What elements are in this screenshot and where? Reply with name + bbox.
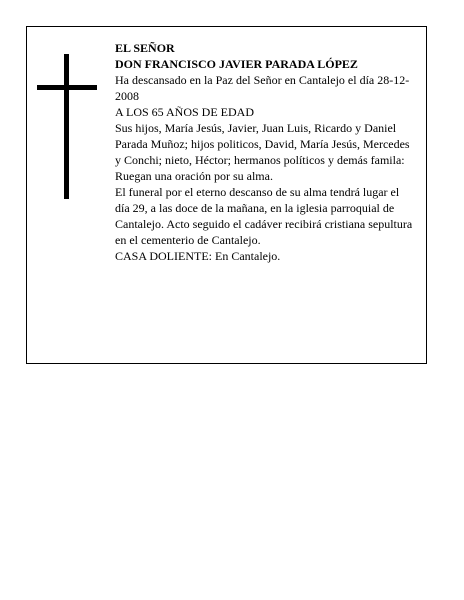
obituary-notice [26,26,427,364]
cross-icon [37,54,97,199]
prayer-request: Ruegan una oración por su alma. [115,169,273,183]
family-list: Sus hijos, María Jesús, Javier, Juan Luis, Ricardo y Daniel Parada Muñoz; hijos politicos, David, María Jesús, Mercedes y Conchi; nieto, Héctor; hermanos políticos y demás famila: [115,121,410,167]
cross-horizontal-bar [37,85,97,90]
death-statement: Ha descansado en la Paz del Señor en Cantalejo el día 28-12-2008 [115,73,410,103]
notice-text [115,40,413,264]
mourning-house: CASA DOLIENTE: En Cantalejo. [115,249,281,263]
age-line: A LOS 65 AÑOS DE EDAD [115,105,255,119]
funeral-details: El funeral por el eterno descanso de su alma tendrá lugar el día 29, a las doce de la mañana, en la iglesia parroquial de Cantalejo. Acto seguido el cadáver recibirá cristiana sepultura en el cementerio de Cantalejo. [115,185,413,247]
notice-heading: EL SEÑOR [115,41,175,55]
cross-vertical-bar [64,54,69,199]
deceased-name: DON FRANCISCO JAVIER PARADA LÓPEZ [115,57,358,71]
